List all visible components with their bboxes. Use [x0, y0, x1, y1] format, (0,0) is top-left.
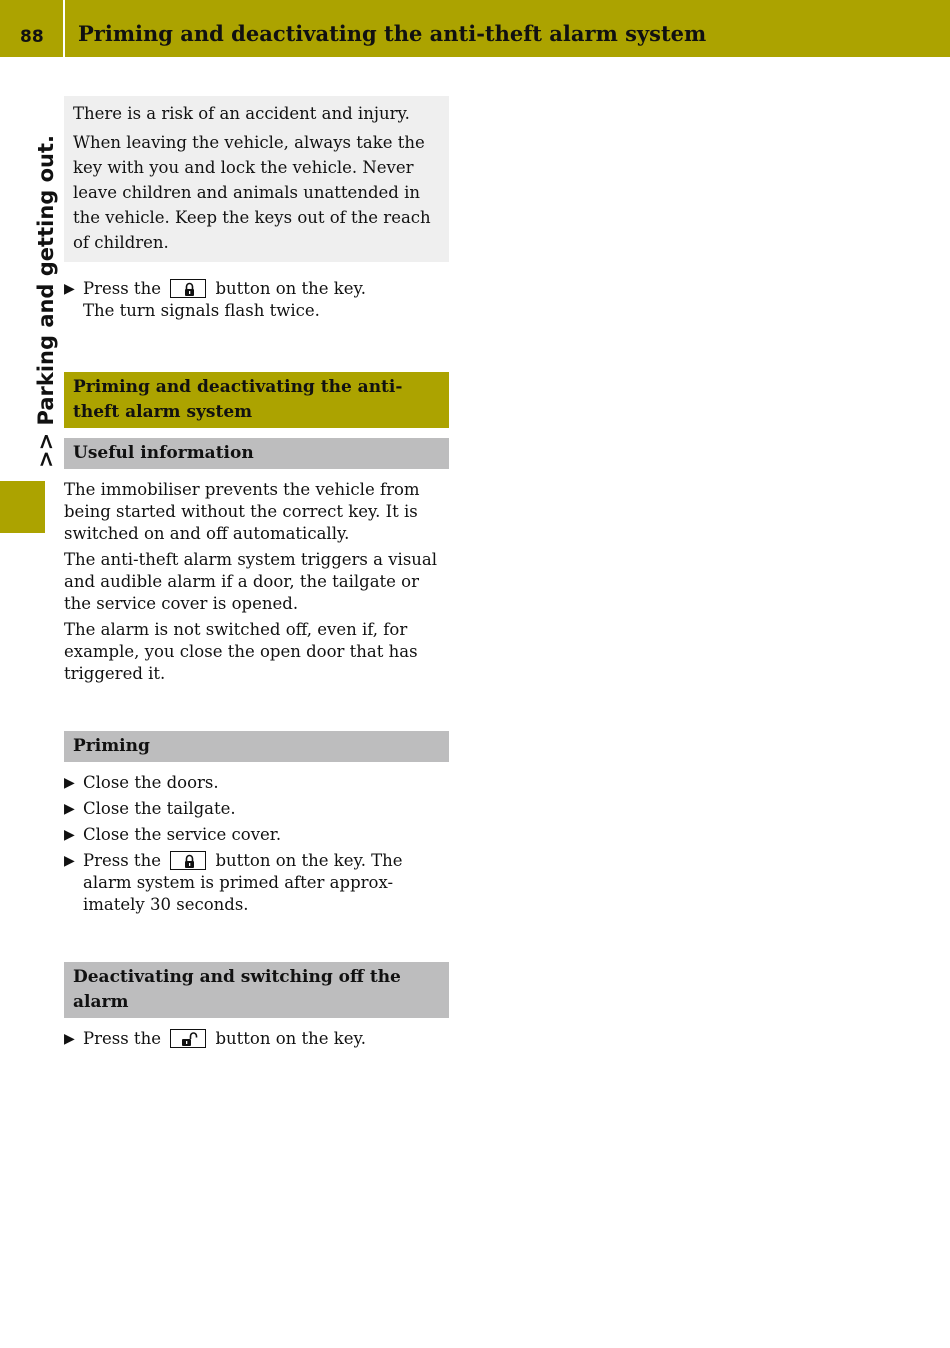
section-title: Priming and deactivating the anti-theft alarm system: [64, 372, 449, 428]
info-paragraph: The alarm is not switched off, even if, for example, you close the open door that has triggered it.: [64, 620, 418, 683]
page-number: 88: [20, 27, 44, 47]
step-text: Close the doors.: [83, 773, 219, 792]
page-title: Priming and deactivating the anti-theft alarm system: [78, 21, 707, 46]
list-item: [64, 772, 449, 794]
step-text-after: button on the key. The alarm system is primed after approx- imately 30 seconds.: [83, 851, 403, 914]
list-item: [64, 278, 449, 322]
warning-text: When leaving the vehicle, always take the key with you and lock the vehicle. Never leave children and animals unattended in the vehicle. Keep the keys out of the reach of children.: [73, 133, 431, 252]
list-item: [64, 824, 449, 846]
priming-steps: [64, 772, 449, 916]
header-divider: [63, 0, 65, 57]
priming-heading: Priming: [64, 731, 449, 762]
bullet-arrow-icon: ▶: [64, 1031, 75, 1047]
bullet-arrow-icon: ▶: [64, 801, 75, 817]
info-paragraph: The immobiliser prevents the vehicle from being started without the correct key. It is switched on and off automatically.: [64, 480, 420, 543]
lock-key-icon: [170, 851, 206, 870]
chapter-label: >> Parking and getting out.: [34, 134, 58, 468]
step-text: Close the service cover.: [83, 825, 282, 844]
step-text-after: button on the key.: [215, 279, 366, 298]
lock-steps: [64, 278, 449, 322]
bullet-arrow-icon: ▶: [64, 281, 75, 297]
bullet-arrow-icon: ▶: [64, 827, 75, 843]
unlock-key-icon: [170, 1029, 206, 1048]
step-text-before: Press the: [83, 279, 161, 298]
bullet-arrow-icon: ▶: [64, 853, 75, 869]
lock-key-icon: [170, 279, 206, 298]
warning-box: [64, 96, 449, 262]
deactivating-steps: [64, 1028, 449, 1050]
list-item: [64, 850, 449, 916]
step-text: Close the tailgate.: [83, 799, 236, 818]
step-text-after: button on the key.: [215, 1029, 366, 1048]
step-result: The turn signals flash twice.: [83, 301, 320, 320]
useful-info-heading: Useful information: [64, 438, 449, 469]
warning-line: There is a risk of an accident and injury.: [73, 104, 410, 123]
page-header: [0, 0, 950, 57]
list-item: [64, 798, 449, 820]
deactivating-heading: Deactivating and switching off the alarm: [64, 962, 449, 1018]
bullet-arrow-icon: ▶: [64, 775, 75, 791]
step-text-before: Press the: [83, 1029, 161, 1048]
list-item: [64, 1028, 449, 1050]
step-text-before: Press the: [83, 851, 161, 870]
info-paragraph: The anti-theft alarm system triggers a visual and audible alarm if a door, the tailgate or the service cover is opened.: [64, 550, 438, 613]
main-content: [64, 96, 449, 1054]
chapter-tab: [0, 481, 45, 533]
